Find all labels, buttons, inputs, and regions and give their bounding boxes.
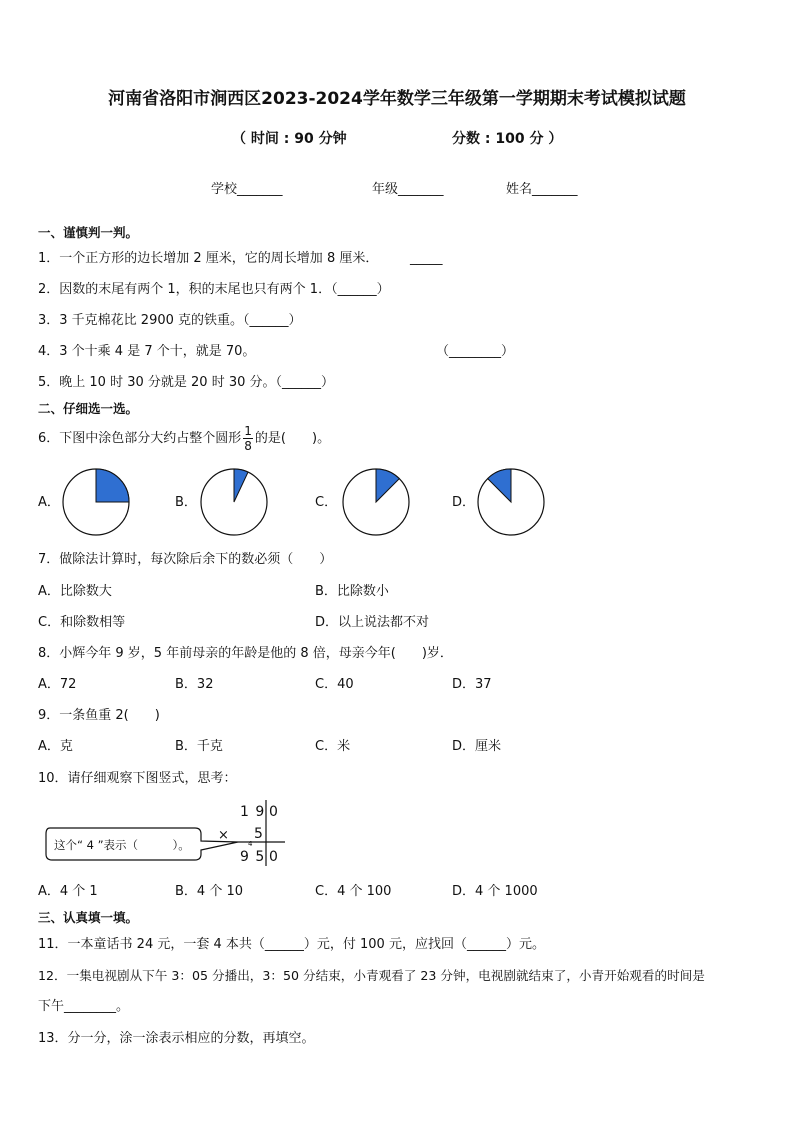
school-field[interactable]: 学校_______ (211, 182, 283, 197)
question-7: 7．做除法计算时，每次除后余下的数必须（ ） (38, 552, 333, 567)
question-4: 4．3 个十乘 4 是 7 个十，就是 70。 (38, 344, 256, 359)
option-6d-label[interactable]: D． (452, 495, 476, 510)
question-5: 5．晚上 10 时 30 分就是 20 时 30 分。（______） (38, 375, 334, 390)
option-8a[interactable]: A．72 (38, 677, 77, 692)
pie-options (0, 0, 794, 560)
option-10b[interactable]: B．4 个 10 (175, 884, 243, 899)
option-7d[interactable]: D．以上说法都不对 (315, 615, 430, 630)
question-3: 3．3 千克棉花比 2900 克的铁重。（______） (38, 313, 302, 328)
option-8b[interactable]: B．32 (175, 677, 214, 692)
question-12-line2: 下午________。 (38, 999, 130, 1014)
question-2: 2．因数的末尾有两个 1，积的末尾也只有两个 1．（______） (38, 282, 390, 297)
bubble-text: 这个“ 4 ”表示（ ）。 (54, 838, 190, 852)
question-1-blank[interactable]: _____ (410, 251, 443, 266)
option-6b-label[interactable]: B． (175, 495, 197, 510)
option-9a[interactable]: A．克 (38, 739, 73, 754)
multiplier-digit: 5 (254, 826, 263, 842)
question-6-stem-end: 的是( )。 (254, 431, 331, 446)
fraction-numerator: 1 (244, 424, 252, 438)
pie-shaded-sector-a (96, 469, 129, 502)
option-7c[interactable]: C．和除数相等 (38, 615, 126, 630)
section-fill-heading: 三、认真填一填。 (38, 910, 139, 925)
option-9b[interactable]: B．千克 (175, 739, 223, 754)
multiplicand-zero: 0 (269, 804, 278, 820)
option-10c[interactable]: C．4 个 100 (315, 884, 392, 899)
option-10d[interactable]: D．4 个 1000 (452, 884, 538, 899)
question-9: 9．一条鱼重 2( ) (38, 708, 160, 723)
grade-field[interactable]: 年级_______ (372, 182, 444, 197)
times-sign: × (218, 828, 229, 843)
question-1: 1．一个正方形的边长增加 2 厘米，它的周长增加 8 厘米． (38, 251, 379, 266)
option-7b[interactable]: B．比除数小 (315, 584, 389, 599)
section-judge-heading: 一、谨慎判一判。 (38, 225, 139, 240)
option-8d[interactable]: D．37 (452, 677, 492, 692)
option-6c-label[interactable]: C． (315, 495, 338, 510)
section-choose-heading: 二、仔细选一选。 (38, 401, 139, 416)
page-title: 河南省洛阳市涧西区2023-2024学年数学三年级第一学期期末考试模拟试题 (108, 89, 686, 109)
question-8: 8．小辉今年 9 岁，5 年前母亲的年龄是他的 8 倍，母亲今年( )岁． (38, 646, 453, 661)
option-10a[interactable]: A．4 个 1 (38, 884, 98, 899)
product-zero: 0 (269, 849, 278, 865)
question-12-line1: 12．一集电视剧从下午 3：05 分播出，3：50 分结束，小青观看了 23 分钟，电视剧就结束了，小青开始观看的时间是 (38, 968, 705, 983)
question-6-stem: 6．下图中涂色部分大约占整个圆形 (38, 431, 242, 446)
option-7a[interactable]: A．比除数大 (38, 584, 112, 599)
product-digits: 9 5 (240, 849, 266, 865)
question-11: 11．一本童话书 24 元，一套 4 本共（______）元，付 100 元，应找回（______）元。 (38, 937, 545, 952)
multiplicand-digits: 1 9 (240, 804, 266, 820)
name-field[interactable]: 姓名_______ (506, 182, 578, 197)
option-9c[interactable]: C．米 (315, 739, 351, 754)
question-13: 13．分一分，涂一涂表示相应的分数，再填空。 (38, 1031, 315, 1046)
option-8c[interactable]: C．40 (315, 677, 354, 692)
question-10: 10．请仔细观察下图竖式，思考： (38, 771, 237, 786)
option-6a-label[interactable]: A． (38, 495, 60, 510)
exam-time: （ 时间 : 90 分钟 (232, 131, 347, 147)
question-4-blank[interactable]: （________） (436, 344, 515, 359)
fraction-denominator: 8 (244, 439, 252, 453)
exam-score: 分数 : 100 分 ） (452, 131, 563, 147)
option-9d[interactable]: D．厘米 (452, 739, 502, 754)
carry-digit: 4 (248, 840, 253, 848)
